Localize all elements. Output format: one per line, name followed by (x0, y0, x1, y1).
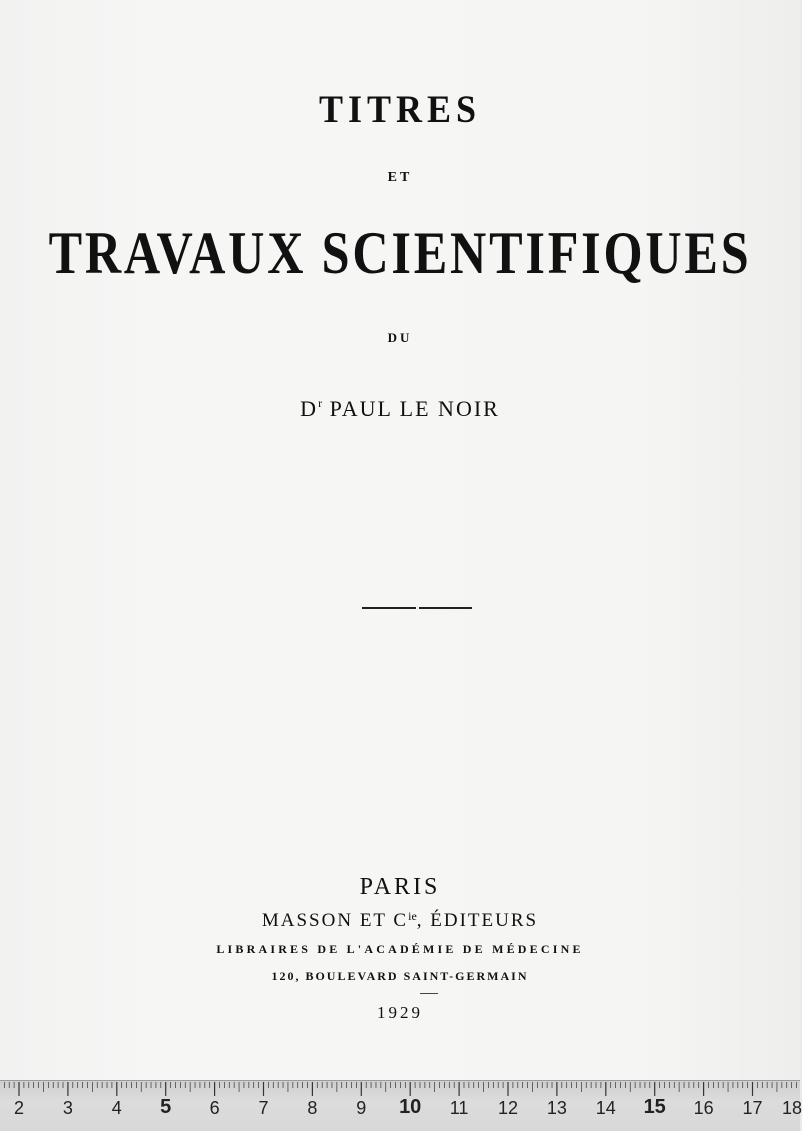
ruler-number: 16 (693, 1098, 714, 1118)
address-line: 120, BOULEVARD SAINT-GERMAIN (271, 969, 529, 983)
publication-city: PARIS (359, 874, 441, 900)
ruler-number: 4 (111, 1098, 122, 1118)
author-name: PAUL LE NOIR (329, 396, 500, 421)
ruler-number: 14 (595, 1098, 616, 1118)
author-prefix: D (300, 396, 319, 421)
ruler-number: 10 (399, 1096, 422, 1118)
publisher-sup: ie (408, 909, 417, 923)
ruler-number: 18 (781, 1098, 802, 1118)
ruler-number: 5 (160, 1096, 172, 1118)
ruler-number: 11 (449, 1098, 469, 1118)
author-prefix-sup: r (318, 396, 323, 410)
publisher-line (0, 909, 800, 932)
publisher-post: , ÉDITEURS (416, 910, 539, 931)
ruler-number: 13 (546, 1098, 567, 1118)
connector-et: ET (387, 170, 413, 185)
title-line-1: TITRES (318, 87, 482, 131)
title-line-2: TRAVAUX SCIENTIFIQUES (48, 219, 752, 287)
ruler-number: 12 (497, 1098, 519, 1118)
ruler-number: 8 (307, 1098, 318, 1118)
author-line (0, 396, 800, 422)
decorative-rule (362, 607, 472, 609)
ruler-number: 17 (742, 1098, 763, 1118)
publisher-pre: MASSON ET C (261, 910, 409, 931)
short-rule (420, 993, 438, 994)
publication-year: 1929 (377, 1003, 423, 1022)
ruler-number: 15 (643, 1096, 666, 1118)
libraires-line: LIBRAIRES DE L'ACADÉMIE DE MÉDECINE (216, 942, 584, 956)
ruler-number: 3 (62, 1098, 73, 1118)
ruler-number: 2 (13, 1098, 25, 1118)
ruler-number: 9 (356, 1098, 367, 1118)
ruler-number: 6 (209, 1098, 220, 1118)
preposition-du: DU (387, 330, 413, 345)
ruler-number: 7 (258, 1098, 269, 1118)
